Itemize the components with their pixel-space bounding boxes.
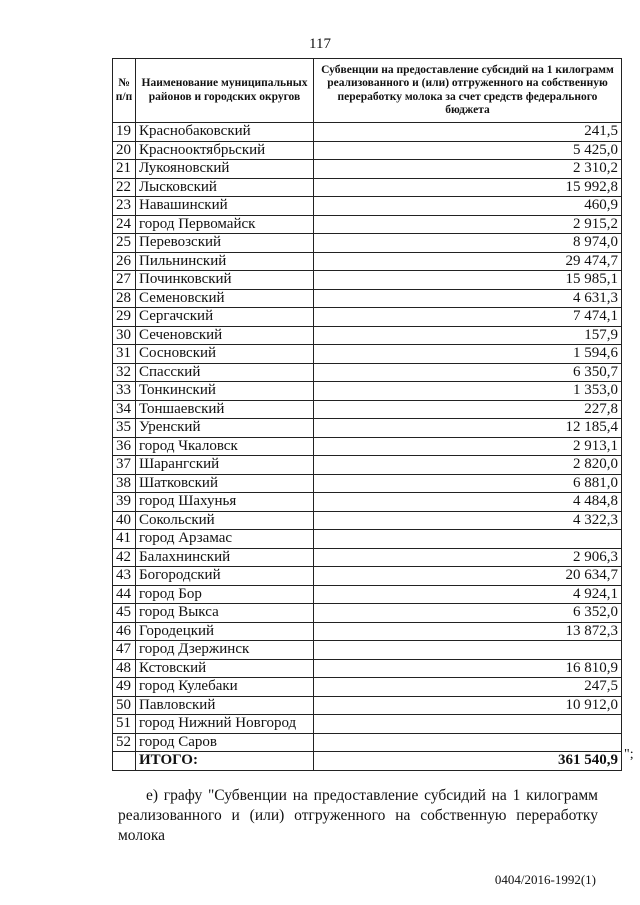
table-row [113,511,622,530]
row-number: 28 [113,289,136,308]
table-row [113,271,622,290]
table-row [113,419,622,438]
table-row [113,400,622,419]
table-row [113,474,622,493]
table-row [113,308,622,327]
row-name: Навашинский [136,197,314,216]
row-name: Семеновский [136,289,314,308]
table-row [113,585,622,604]
row-name: Шарангский [136,456,314,475]
row-value: 15 985,1 [314,271,622,290]
row-value: 2 310,2 [314,160,622,179]
row-value: 1 353,0 [314,382,622,401]
document-code: 0404/2016-1992(1) [494,872,596,887]
row-value: 13 872,3 [314,622,622,641]
row-name: город Первомайск [136,215,314,234]
closing-quote-mark: "; [624,747,634,762]
row-value: 6 350,7 [314,363,622,382]
total-row [113,752,622,771]
row-value: 460,9 [314,197,622,216]
table-row [113,160,622,179]
row-value: 6 881,0 [314,474,622,493]
row-value: 16 810,9 [314,659,622,678]
row-number: 48 [113,659,136,678]
row-number: 44 [113,585,136,604]
row-name: город Чкаловск [136,437,314,456]
row-number: 33 [113,382,136,401]
table-row [113,678,622,697]
row-name: Пильнинский [136,252,314,271]
row-number: 42 [113,548,136,567]
row-number: 31 [113,345,136,364]
row-name: город Выкса [136,604,314,623]
row-number: 45 [113,604,136,623]
row-number: 27 [113,271,136,290]
row-number: 37 [113,456,136,475]
row-name: Перевозский [136,234,314,253]
table-row [113,252,622,271]
row-value [314,715,622,734]
row-name: Спасский [136,363,314,382]
row-number: 29 [113,308,136,327]
row-number: 23 [113,197,136,216]
row-number: 25 [113,234,136,253]
row-number: 41 [113,530,136,549]
total-value: 361 540,9 [314,752,622,771]
row-name: Краснобаковский [136,123,314,142]
row-value: 15 992,8 [314,178,622,197]
row-number: 43 [113,567,136,586]
row-number: 52 [113,733,136,752]
table-row [113,493,622,512]
table-header-row [113,59,622,123]
row-value [314,530,622,549]
row-name: город Нижний Новгород [136,715,314,734]
row-value [314,733,622,752]
row-value: 4 322,3 [314,511,622,530]
row-name: Балахнинский [136,548,314,567]
row-value: 241,5 [314,123,622,142]
row-number: 49 [113,678,136,697]
row-name: Сосновский [136,345,314,364]
table-row [113,548,622,567]
row-name: город Бор [136,585,314,604]
table-row [113,289,622,308]
page-number: 117 [309,36,331,52]
table-row [113,382,622,401]
table-row [113,234,622,253]
row-number: 35 [113,419,136,438]
row-value: 157,9 [314,326,622,345]
row-name: Починковский [136,271,314,290]
table-row [113,659,622,678]
row-number: 20 [113,141,136,160]
row-value: 20 634,7 [314,567,622,586]
row-number: 47 [113,641,136,660]
row-value: 2 906,3 [314,548,622,567]
row-number: 38 [113,474,136,493]
row-number: 22 [113,178,136,197]
table-row [113,733,622,752]
row-value: 2 913,1 [314,437,622,456]
table-row [113,197,622,216]
row-value: 29 474,7 [314,252,622,271]
row-number: 36 [113,437,136,456]
header-number: № п/п [113,59,136,123]
row-value: 4 924,1 [314,585,622,604]
row-name: город Шахунья [136,493,314,512]
table-row [113,567,622,586]
row-name: Лысковский [136,178,314,197]
table-row [113,456,622,475]
row-value: 1 594,6 [314,345,622,364]
row-number: 39 [113,493,136,512]
row-name: Сергачский [136,308,314,327]
total-label: ИТОГО: [136,752,314,771]
row-name: город Дзержинск [136,641,314,660]
row-number: 40 [113,511,136,530]
table-row [113,363,622,382]
row-number: 51 [113,715,136,734]
row-name: город Кулебаки [136,678,314,697]
row-value: 4 484,8 [314,493,622,512]
row-value: 8 974,0 [314,234,622,253]
row-name: Шатковский [136,474,314,493]
row-name: Уренский [136,419,314,438]
row-value: 247,5 [314,678,622,697]
row-name: Тоншаевский [136,400,314,419]
row-value: 2 820,0 [314,456,622,475]
row-number: 50 [113,696,136,715]
row-name: Городецкий [136,622,314,641]
table-row [113,345,622,364]
table-row [113,622,622,641]
row-value: 7 474,1 [314,308,622,327]
row-value: 5 425,0 [314,141,622,160]
row-number: 19 [113,123,136,142]
table-row [113,178,622,197]
row-number: 24 [113,215,136,234]
row-value: 6 352,0 [314,604,622,623]
row-name: Кстовский [136,659,314,678]
amendment-paragraph: е) графу "Субвенции на предоставление субсидий на 1 килограмм реализованного и (или) отгруженного на собственную переработку молока [118,787,598,844]
row-name: Богородский [136,567,314,586]
row-name: Тонкинский [136,382,314,401]
total-number-cell [113,752,136,771]
row-name: Сокольский [136,511,314,530]
row-number: 34 [113,400,136,419]
table-row [113,604,622,623]
header-name: Наименование муниципальных районов и городских округов [136,59,314,123]
table-row [113,715,622,734]
row-name: город Арзамас [136,530,314,549]
row-name: Павловский [136,696,314,715]
table-row [113,696,622,715]
row-number: 26 [113,252,136,271]
row-value: 227,8 [314,400,622,419]
row-name: Сеченовский [136,326,314,345]
row-name: Лукояновский [136,160,314,179]
table-row [113,123,622,142]
row-number: 32 [113,363,136,382]
table-row [113,641,622,660]
row-name: Краснооктябрьский [136,141,314,160]
row-number: 46 [113,622,136,641]
row-value [314,641,622,660]
row-number: 21 [113,160,136,179]
row-value: 4 631,3 [314,289,622,308]
header-value: Субвенции на предоставление субсидий на 1 килограмм реализованного и (или) отгруженного на собственную переработку молока за счет средств федерального бюджета [314,59,622,123]
table-row [113,326,622,345]
table-row [113,530,622,549]
row-value: 12 185,4 [314,419,622,438]
table-row [113,437,622,456]
table-row [113,215,622,234]
subsidy-table [112,58,622,771]
row-value: 10 912,0 [314,696,622,715]
row-value: 2 915,2 [314,215,622,234]
table-row [113,141,622,160]
row-number: 30 [113,326,136,345]
row-name: город Саров [136,733,314,752]
